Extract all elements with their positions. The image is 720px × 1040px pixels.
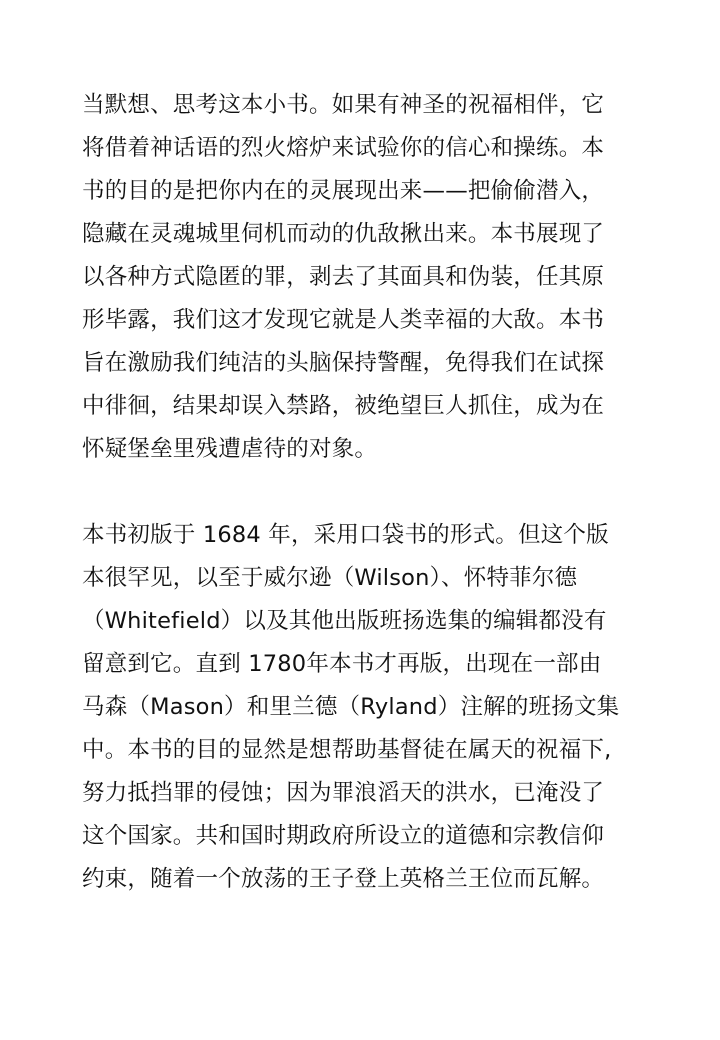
paragraph-1 bbox=[82, 84, 682, 471]
text-line: 当默想、思考这本小书。如果有神圣的祝福相伴，它 bbox=[82, 92, 605, 118]
text-line: 马森（Mason）和里兰德（Ryland）注解的班扬文集 bbox=[82, 694, 620, 720]
text-line: 书的目的是把你内在的灵展现出来——把偷偷潜入， bbox=[82, 178, 605, 204]
text-line: 形毕露，我们这才发现它就是人类幸福的大敌。本书 bbox=[82, 307, 605, 333]
text-line: 这个国家。共和国时期政府所设立的道德和宗教信仰 bbox=[82, 823, 605, 849]
text-line: 隐藏在灵魂城里伺机而动的仇敌揪出来。本书展现了 bbox=[82, 221, 605, 247]
text-line: 努力抵挡罪的侵蚀；因为罪浪滔天的洪水，已淹没了 bbox=[82, 780, 605, 806]
text-line: 以各种方式隐匿的罪，剥去了其面具和伪装，任其原 bbox=[82, 264, 605, 290]
text-line: 旨在激励我们纯洁的头脑保持警醒，免得我们在试探 bbox=[82, 350, 605, 376]
text-line: 中。本书的目的显然是想帮助基督徒在属天的祝福下, bbox=[82, 737, 612, 763]
text-line: 本很罕见，以至于威尔逊（Wilson）、怀特菲尔德 bbox=[82, 565, 578, 591]
text-line: 怀疑堡垒里残遭虐待的对象。 bbox=[82, 436, 378, 462]
text-line: 约束，随着一个放荡的王子登上英格兰王位而瓦解。 bbox=[82, 866, 605, 892]
text-line: 将借着神话语的烈火熔炉来试验你的信心和操练。本 bbox=[82, 135, 605, 161]
text-line: （Whitefield）以及其他出版班扬选集的编辑都没有 bbox=[82, 608, 607, 634]
text-line: 中徘徊，结果却误入禁路，被绝望巨人抓住，成为在 bbox=[82, 393, 605, 419]
document-page bbox=[82, 84, 682, 901]
paragraph-2 bbox=[82, 514, 682, 901]
text-line: 留意到它。直到 1780年本书才再版，出现在一部由 bbox=[82, 651, 602, 677]
text-line: 本书初版于 1684 年，采用口袋书的形式。但这个版 bbox=[82, 522, 609, 548]
